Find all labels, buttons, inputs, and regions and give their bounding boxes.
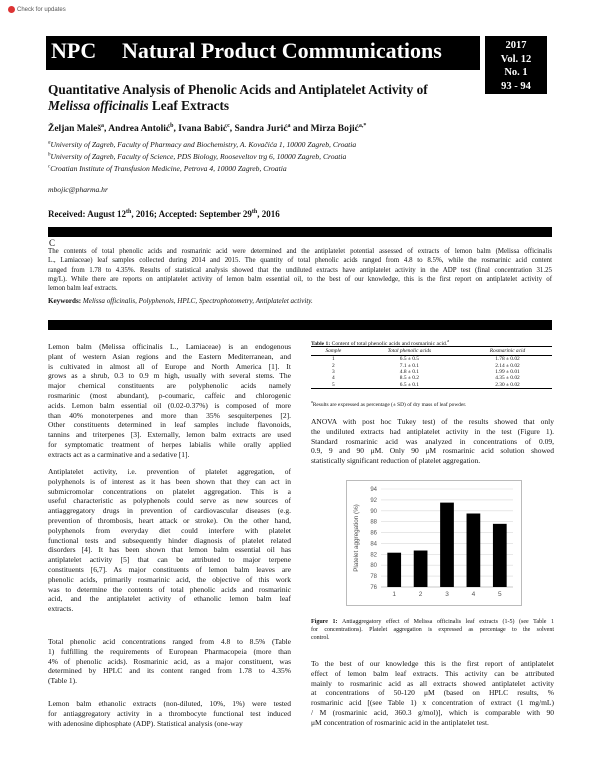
issue-number: No. 1 [504, 67, 528, 78]
table-cell: 8.5 ± 0.2 [399, 375, 419, 382]
table-header-cell: Total phenolic acids [356, 347, 463, 356]
badge-label: Check for updates [17, 6, 66, 13]
text-line: / M (rosmarinic acid, 360.3 g/mol)], which is comparable with 90 [311, 707, 554, 717]
table-1 [311, 346, 552, 389]
text-line: extracts. [48, 604, 74, 614]
bar [493, 524, 507, 587]
caption-line [311, 627, 554, 635]
accepted-year: , 2016 [257, 209, 280, 219]
discussion-paragraph [311, 659, 554, 728]
bar [414, 551, 428, 587]
issue-info-box [485, 36, 547, 94]
issue-pages: 93 - 94 [501, 80, 531, 92]
keywords-text: Melissa officinalis, Polyphenols, HPLC, Spectrophotometry, Antiplatelet activity. [82, 297, 313, 305]
table-cell: 5 [311, 382, 356, 389]
y-tick-label: 92 [370, 497, 377, 504]
caption-line [311, 635, 554, 643]
author-affiliation-sup: a [101, 123, 105, 129]
title-species: Melissa officinalis [48, 98, 149, 113]
received-label: Received: August 12 [48, 209, 126, 219]
author-name: Andrea Antolić [108, 124, 171, 135]
bar-chart-svg [347, 481, 521, 605]
x-tick-label: 5 [497, 591, 502, 598]
received-accepted-dates [48, 209, 280, 219]
text-line: acids. Lemon balm essential oil (0.02-0.37%) is composed of more [48, 400, 291, 410]
y-tick-label: 82 [370, 552, 377, 559]
text-line: mainly to rosmarinic acid as all extracts showed antiplatelet activity [311, 678, 554, 688]
text-line: functional tests and subsequently hinder diagnosis of platelet related [48, 535, 291, 545]
table-row [311, 356, 552, 363]
affiliation-sup: b [48, 152, 51, 158]
title-line-1: Quantitative Analysis of Phenolic Acids and Antiplatelet Activity of [48, 82, 428, 97]
text-line: Lemon balm (Melissa officinalis L., Lamiaceae) is an endogenous [48, 342, 291, 351]
figure-1-label: Figure 1: [311, 619, 343, 625]
text-line: To the best of our knowledge this is the first report of antiplatelet [311, 659, 554, 668]
body-top-bar [48, 320, 552, 330]
table-cell: 2.30 ± 0.02 [463, 382, 552, 389]
text-line: Total phenolic acid concentrations ranged from 4.8 to 8.5% (Table [48, 637, 291, 646]
author-name: Željan Maleš [48, 124, 102, 135]
affiliation-line [48, 152, 346, 161]
received-sup: th [126, 209, 132, 215]
table-cell: 4 [332, 375, 335, 382]
abstract-line: L., Lamiaceae) leaf samples collected during 2014 and 2015. The quantity of total phenolic acids ranged from 4.8 to 8.5%, while the rosmarinic acid content [48, 257, 552, 265]
journal-name: Natural Product Communications [122, 38, 442, 63]
text-line: 1) fulfilling the requirements of European Pharmacopeia (more than [48, 646, 291, 656]
text-line: determined by HPLC and its content ranged from 1.78 to 4.35% [48, 666, 291, 676]
text-line: (Table 1). [48, 676, 78, 686]
table-header-cell: Rosmarinic acid [463, 347, 552, 356]
body-paragraph [48, 467, 291, 614]
affiliation-text: University of Zagreb, Faculty of Pharmacy and Biochemistry, A. Kovačića 1, 10000 Zagreb, Croatia [50, 140, 357, 149]
table-cell: 7.1 ± 0.1 [399, 362, 419, 369]
table-cell: 4.8 ± 0.1 [399, 368, 419, 375]
text-line: plant of western Asian regions and the Eastern Mediterranean, and [48, 351, 291, 361]
table-cell: 1.99 ± 0.01 [495, 368, 520, 375]
affiliation-line [48, 140, 356, 149]
text-line: the undiluted extracts had antiplatelet activity in the test (Figure 1). [311, 426, 554, 436]
keywords [48, 297, 313, 305]
text-line: phenolic acids, primarily rosmarinic acid, the objective of this work [48, 574, 291, 584]
caption-line [311, 619, 554, 627]
journal-abbrev: NPC [51, 38, 97, 63]
text-line: 0.9, 9 and 90 μM. Only 90 μM rosmarinic acid solution showed [311, 446, 554, 456]
table-cell: 4.35 ± 0.02 [495, 375, 520, 382]
bar [467, 514, 481, 588]
x-tick-label: 4 [471, 591, 476, 598]
table-cell: 6.5 ± 0.5 [399, 356, 419, 363]
table-1-note [311, 399, 466, 408]
keywords-label: Keywords: [48, 297, 82, 305]
affiliation-text: Croatian Institute of Transfusion Medicine, Petrova 4, 10000 Zagreb, Croatia [50, 164, 287, 173]
y-tick-label: 86 [370, 530, 377, 537]
text-line: Standard rosmarinic acid was analyzed in concentrations of 0.09, [311, 436, 554, 446]
affiliation-line [48, 164, 287, 173]
y-tick-label: 88 [370, 519, 377, 526]
table-cell: 1.78 ± 0.02 [495, 356, 520, 363]
affiliation-sup: c [48, 164, 51, 170]
text-line: rosmarinic acid [(see Table 1) x concentration of extract (1 mg/mL) [311, 698, 554, 708]
text-line: major chemical constituents are polyphenolic acids namely [48, 381, 291, 391]
y-tick-label: 80 [370, 563, 377, 570]
text-line: prevention of thrombosis, heart attack or stroke). On the other hand, [48, 515, 291, 525]
text-line: was to determine the contents of total phenolic acids and rosmarinic [48, 584, 291, 594]
table-1-note-text: Results are expressed as percentage (± SD) of dry mass of leaf powder. [312, 401, 467, 408]
y-tick-label: 94 [370, 487, 377, 493]
text-line: at concentrations of 50-120 μM (based on HPLC results, % [311, 688, 554, 698]
text-line: for symptomatic treatment of herpes labialis while orally applied [48, 439, 291, 449]
text-line: μM concentration of rosmarinic acid in the antiplatelet test. [311, 717, 489, 727]
body-paragraph [48, 342, 291, 460]
corresponding-email[interactable]: mbojic@pharma.hr [48, 185, 108, 194]
table-row [311, 382, 552, 389]
y-tick-label: 78 [370, 574, 377, 581]
table-1-label: Table 1: [311, 340, 331, 347]
text-line: submicromolar concentrations on platelet aggregation. This is a [48, 486, 291, 496]
text-line: Lemon balm ethanolic extracts (non-diluted, 10%, 1%) were tested [48, 699, 291, 708]
body-paragraph [48, 637, 291, 686]
abstract-line: lemon balm leaf extracts. [48, 285, 118, 293]
text-line: ANOVA with post hoc Tukey test) of the results showed that only [311, 417, 554, 426]
text-line: acid, and the antiplatelet activity of ethanolic lemon balm leaf [48, 594, 291, 604]
table-1-note-sup: a [311, 399, 313, 404]
y-tick-label: 84 [370, 541, 377, 548]
table-cell: 1 [332, 356, 335, 363]
table-cell: 6.5 ± 0.1 [356, 382, 463, 389]
affiliation-sup: a [48, 140, 51, 146]
bar [440, 503, 454, 587]
accepted-label: , 2016; Accepted: September 29 [131, 209, 252, 219]
abstract-top-bar [48, 227, 552, 237]
caption-text: for concentrations). Platelet aggregation is expressed as percentage to the solvent [311, 626, 554, 633]
body-paragraph [48, 699, 291, 728]
text-line: grows as a shrub, 0.3 to 0.9 m high, usually with several stems. The [48, 371, 291, 381]
abstract-line: mg/L). While there are reports on antiplatelet activity of lemon balm essential oil, to the best of our knowledge, this is the first report on antiplatelet activity of [48, 275, 552, 283]
table-cell: 2.14 ± 0.02 [495, 362, 520, 369]
text-line: 4% of phenolic acids). Rosmarinic acid, as a major constituent, was [48, 656, 291, 666]
y-axis-label: Platelet aggregation (%) [353, 504, 360, 572]
table-1-caption-sup: a [447, 338, 449, 343]
x-tick-label: 2 [418, 591, 423, 598]
author-affiliation-sup: a,* [358, 123, 367, 129]
abstract-line: ranged from 1.78 to 4.35%. Results of statistical analysis showed that the undiluted extracts have antiplatelet activity in the ADP test (final concentration 31.25 [48, 266, 552, 274]
author-name: Ivana Babić [178, 124, 228, 135]
title-line-2: Leaf Extracts [148, 98, 230, 113]
text-line: useful characteristic as polyphenols could serve as new sources of [48, 496, 291, 506]
results-paragraph [311, 417, 554, 466]
text-line: effect of lemon balm leaf extracts. This activity can be attributed [311, 668, 554, 678]
author-affiliation-sup: b [170, 123, 174, 129]
text-line: antiaggregatory drugs in prevention of cardiovascular diseases (e.g. [48, 506, 291, 516]
text-line: is cultivated in almost all of Europe and North America [1]. It [48, 361, 291, 371]
abstract-line: The contents of total phenolic acids and rosmarinic acid were determined and the antiplatelet potential assessed of extracts of lemon balm (Melissa officinalis [48, 248, 552, 255]
text-line: statistically significant reduction of platelet aggregation. [311, 456, 481, 466]
text-line: constituents [6,7]. As major constituents of lemon balm leaves are [48, 564, 291, 574]
author-name: Sandra Jurić [234, 124, 288, 135]
table-header-cell: Sample [311, 347, 356, 356]
text-line: disorders [4]. It has been shown that lemon balm essential oil has [48, 545, 291, 555]
text-line: Other constituents determined in leaf samples include flavonoids, [48, 420, 291, 430]
text-line: rosmarinic (most abundant), p-coumaric, caffeic and chlorogenic [48, 390, 291, 400]
y-tick-label: 76 [370, 585, 377, 591]
text-line: for antiaggregatory activity in a thrombocyte functional test induced [48, 708, 291, 718]
caption-text: control. [311, 634, 330, 641]
x-tick-label: 1 [392, 591, 397, 598]
affiliation-text: University of Zagreb, Faculty of Science, PDS Biology, Rooseveltov trg 6, 10000 Zagreb, Croatia [50, 152, 347, 161]
text-line: polyphenols is of interest as it has been shown that they can act in [48, 476, 291, 486]
author-affiliation-sup: c [227, 123, 230, 129]
figure-1-caption [311, 619, 554, 642]
x-tick-label: 3 [445, 591, 449, 598]
caption-text: Antiaggregatory effect of Melissa officinalis leaf extracts (1-5) (see Table 1 [342, 619, 554, 625]
text-line: polyphenols from everyday diet could interfere with platelet [48, 525, 291, 535]
author-name: Mirza Bojić [310, 124, 359, 135]
article-title [48, 82, 488, 114]
table-1-caption-text: Content of total phenolic acids and rosmarinic acid. [330, 340, 448, 347]
check-for-updates-badge[interactable] [8, 6, 66, 13]
issue-year: 2017 [505, 40, 527, 51]
accepted-sup: th [251, 209, 258, 215]
figure-1-chart [346, 480, 522, 606]
table-cell: 2 [332, 362, 335, 369]
author-list: Željan Maleš$^a$, Andrea Antolić$^b$, Ivana Babić$^c$, Sandra Jurić$^a$ and Mirza Bojić$^{a,*}$ [48, 123, 367, 135]
issue-volume: Vol. 12 [500, 53, 532, 65]
text-line: tannins and triterpenes [3]. Externally, lemon balm extracts are used [48, 430, 291, 440]
text-line: with adenosine diphosphate (ADP). Statistical analysis (one-way [48, 718, 243, 728]
abstract-dropcap: C [49, 238, 56, 248]
update-icon [8, 6, 15, 13]
author-affiliation-sup: a [287, 123, 291, 129]
text-line: Antiplatelet activity, i.e. prevention of platelet aggregation, of [48, 467, 291, 476]
bar [387, 553, 401, 587]
text-line: extracts act as a carminative and a sedative [1]. [48, 449, 190, 459]
text-line: than 40% monoterpenes and more than 35% sesquiterpenes [2]. [48, 410, 291, 420]
y-tick-label: 90 [370, 508, 377, 515]
abstract-text [48, 247, 552, 293]
text-line: antiplatelet activity [5] that can be attributed to major terpene [48, 555, 291, 565]
table-cell: 3 [332, 368, 335, 375]
